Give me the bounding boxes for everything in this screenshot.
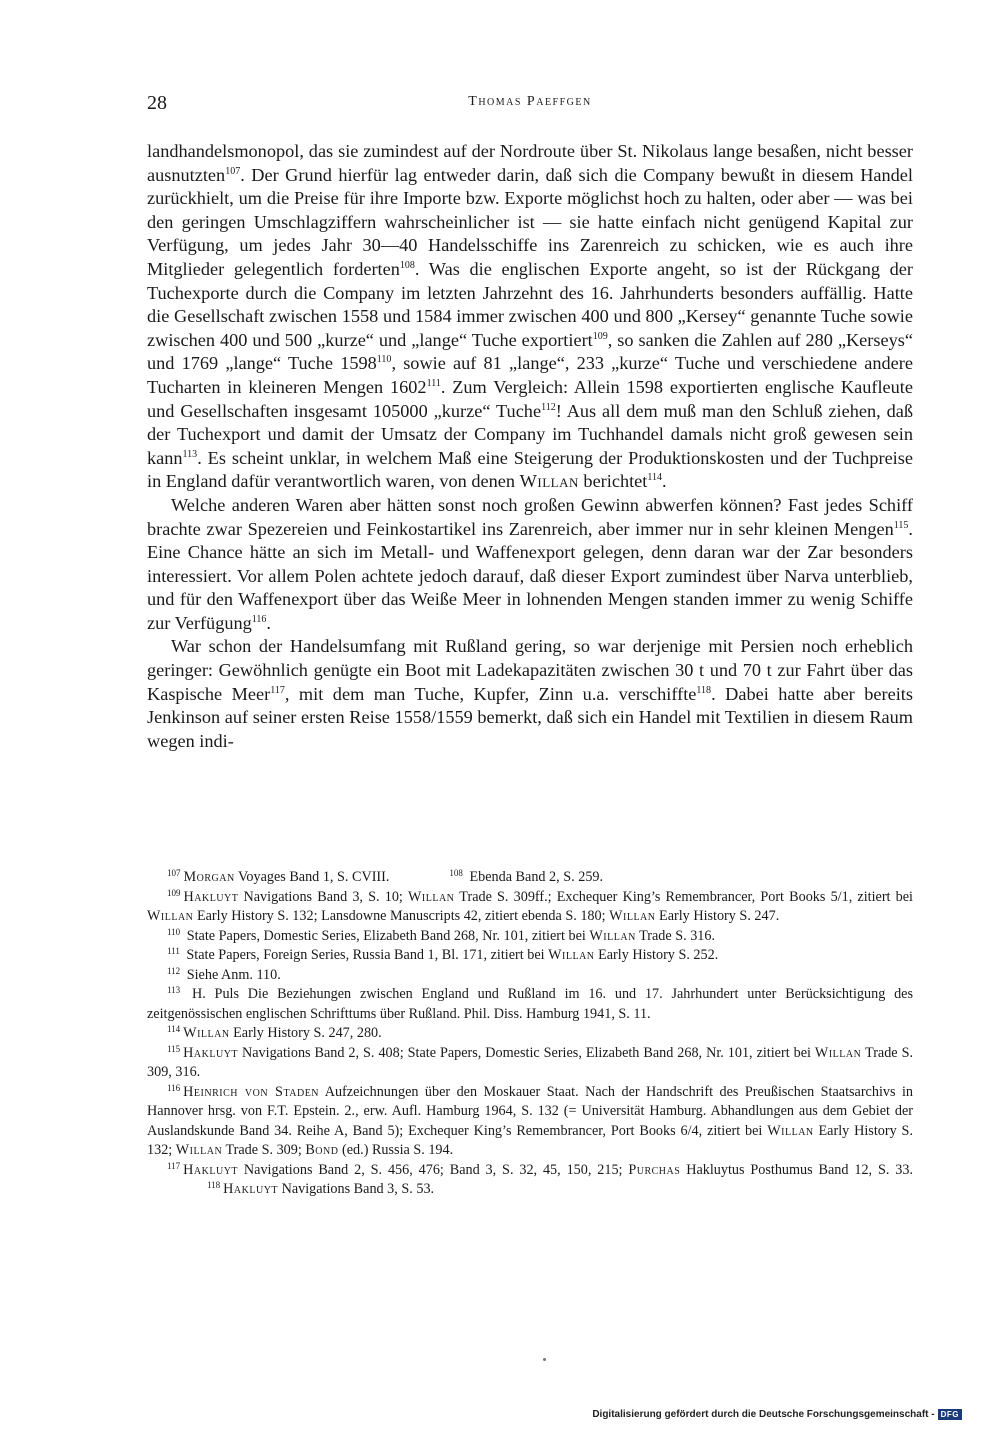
footnote-110: $^{110}$ State Papers, Domestic Series, Elizabeth Band 268, Nr. 101, zitiert bei Willan Trade S. 316. xyxy=(167,926,716,944)
footnote-111: $^{111}$ State Papers, Foreign Series, Russia Band 1, Bl. 171, zitiert bei Willan Early History S. 252. xyxy=(167,946,719,963)
footnote-ref: 113 xyxy=(182,448,198,460)
page-number: 28 xyxy=(147,92,167,114)
footnote-ref: 118 xyxy=(696,684,712,696)
page-mark xyxy=(543,1358,546,1361)
footnote-ref: 117 xyxy=(270,684,285,696)
footnote-117-118: $^{117}$ Hakluyt Navigations Band 2, S. 456, 476; Band 3, S. 32, 45, 150, 215; Purchas Hakluytus Posthumus Band 12, S. 33.$^{118}$ Hakluyt Navigations Band 3, S. 53. xyxy=(167,1160,913,1197)
footnote-116: $^{116}$ Heinrich von Staden Aufzeichnungen über den Moskauer Staat. Nach der Handschrift des Preußischen Staatsarchivs in Hannover hrsg. von F.T. Epstein. 2., erw. Aufl. Hamburg 1964, S. 132 (= Universität Hamburg. Abhandlungen aus dem Gebiet der Auslandskunde Band 34. Reihe A, Band 5); Exchequer King’s Remembrancer, Port Books 6/4, zitiert bei Willan Early History S. 132; Willan Trade S. 309; Bond (ed.) Russia S. 194. xyxy=(147,1082,914,1158)
digitization-credit xyxy=(592,1409,962,1420)
paragraph-3: War schon der Handelsumfang mit Rußland gering, so war derjenige mit Persien noch erheblich geringer: Gewöhnlich genügte ein Boot mit Ladekapazitäten zwischen 30 t und 70 t zur Fahrt über das Kaspische Meer$^{117}$, mit dem man Tuche, Kupfer, Zinn u.a. verschiffte$^{118}$. Dabei hatte aber bereits Jenkinson auf seiner ersten Reise 1558/1559 bemerkt, daß sich ein Handel mit Textilien in diesem Raum wegen indi- xyxy=(147,636,914,751)
footnote-ref: 110 xyxy=(376,354,392,366)
footnote-ref: 115 xyxy=(893,519,909,531)
footnote-114: $^{114}$ Willan Early History S. 247, 280. xyxy=(167,1024,382,1041)
footnotes xyxy=(147,868,913,1200)
credit-text: Digitalisierung gefördert durch die Deutsche Forschungsgemeinschaft - xyxy=(592,1409,935,1420)
footnote-ref: 111 xyxy=(426,377,441,389)
running-head: Thomas Paeffgen xyxy=(468,94,592,109)
footnote-ref: 107 xyxy=(225,165,241,177)
footnote-ref: 116 xyxy=(251,613,267,625)
footnote-109: $^{109}$ Hakluyt Navigations Band 3, S. 10; Willan Trade S. 309ff.; Exchequer King’s Remembrancer, Port Books 5/1, zitiert bei Willan Early History S. 132; Lansdowne Manuscripts 42, zitiert ebenda S. 180; Willan Early History S. 247. xyxy=(147,887,913,924)
footnote-ref: 109 xyxy=(592,330,608,342)
dfg-logo-icon: DFG xyxy=(938,1409,962,1420)
footnote-ref: 112 xyxy=(541,401,556,413)
paragraph-1: landhandelsmonopol, das sie zumindest auf der Nordroute über St. Nikolaus lange besaßen, nicht besser ausnutzten$^{107}$. Der Grund hierfür lag entweder darin, daß sich die Company bewußt in diesem Handel zurückhielt, um die Preise für ihre Importe bzw. Exporte möglichst hoch zu halten, oder aber — was bei den geringen Umschlagziffern wahrscheinlicher ist — sie hatte einfach nicht genügend Kapital zur Verfügung, um jedes Jahr 30—40 Handelsschiffe ins Zarenreich zu schicken, wie es auch ihre Mitglieder gelegentlich forderten$^{108}$. Was die englischen Exporte angeht, so ist der Rückgang der Tuchexporte durch die Company im letzten Jahrzehnt des 16. Jahrhunderts besonders auffällig. Hatte die Gesellschaft zwischen 1558 und 1584 immer zwischen 400 und 800 „Kersey“ genannte Tuche sowie zwischen 400 und 500 „kurze“ und „lange“ Tuche exportiert$^{109}$, so sanken die Zahlen auf 280 „Kerseys“ und 1769 „lange“ Tuche 1598$^{110}$, sowie auf 81 „lange“, 233 „kurze“ Tuche und verschiedene andere Tucharten in kleineren Mengen 1602$^{111}$. Zum Vergleich: Allein 1598 exportierten englische Kaufleute und Gesellschaften insgesamt 105000 „kurze“ Tuche$^{112}$! Aus all dem muß man den Schluß ziehen, daß der Tuchexport und damit der Umsatz der Company im Tuchhandel damals nicht groß gewesen sein kann$^{113}$. Es scheint unklar, in welchem Maß eine Steigerung der Produktionskosten und der Tuchpreise in England dafür verantwortlich waren, von denen Willan berichtet$^{114}$. xyxy=(147,141,914,492)
footnote-107-108: $^{107}$ Morgan Voyages Band 1, S. CVIII. $^{108}$ Ebenda Band 2, S. 259. xyxy=(167,868,604,885)
footnote-113: $^{113}$ H. Puls Die Beziehungen zwischen England und Rußland im 16. und 17. Jahrhundert unter Berücksichtigung des zeitgenössischen englischen Schrifttums über Rußland. Phil. Diss. Hamburg 1941, S. 11. xyxy=(147,985,913,1022)
body-text xyxy=(147,140,913,753)
footnote-ref: 108 xyxy=(399,259,415,271)
author-name: Willan xyxy=(519,471,579,492)
footnote-ref: 114 xyxy=(647,472,663,484)
footnote-112: $^{112}$ Siehe Anm. 110. xyxy=(167,965,281,983)
paragraph-2: Welche anderen Waren aber hätten sonst noch großen Gewinn abwerfen können? Fast jedes Schiff brachte zwar Spezereien und Feinkostartikel ins Zarenreich, aber immer nur in sehr kleinen Mengen$^{115}$. Eine Chance hätte an sich im Metall- und Waffenexport gelegen, denn daran war der Zar besonders interessiert. Vor allem Polen achtete jedoch darauf, daß dieser Export zumindest über Narva unterblieb, und für den Waffenexport über das Weiße Meer in lohnenden Mengen standen immer zu wenig Schiffe zur Verfügung$^{116}$. xyxy=(147,494,913,633)
footnote-115: $^{115}$ Hakluyt Navigations Band 2, S. 408; State Papers, Domestic Series, Elizabeth Band 268, Nr. 101, zitiert bei Willan Trade S. 309, 316. xyxy=(147,1043,914,1080)
page-header xyxy=(147,92,913,122)
